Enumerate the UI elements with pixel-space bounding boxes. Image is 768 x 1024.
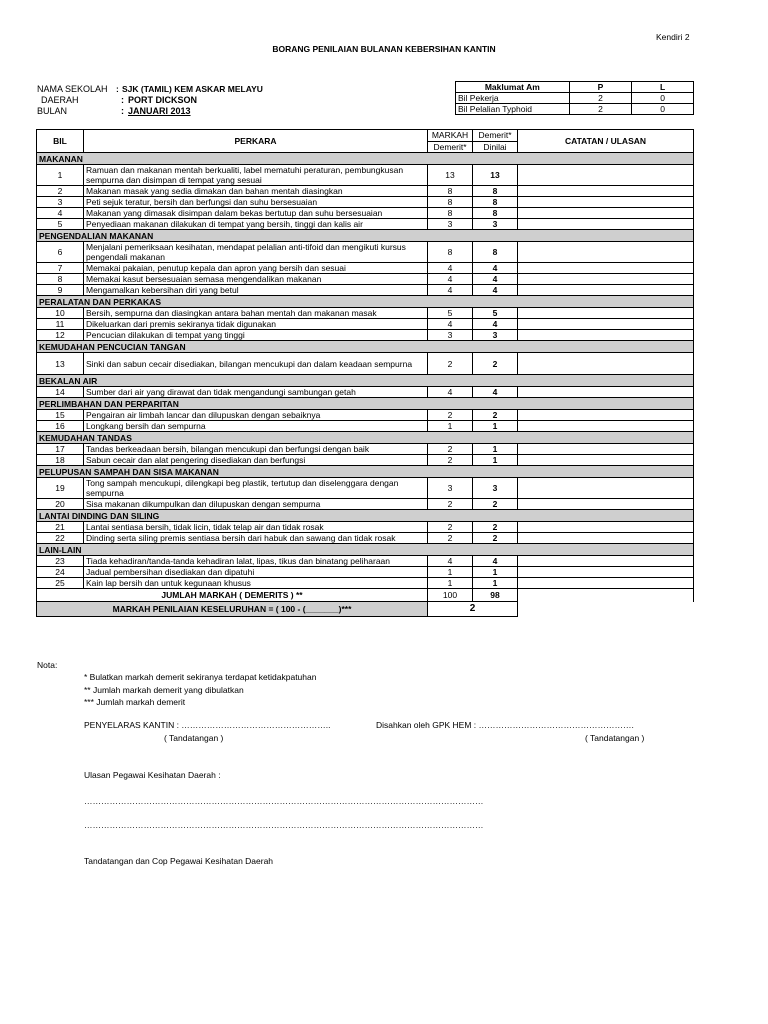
item-number: 18 [37,455,84,466]
section-comment-cell [518,466,694,478]
item-assessed-demerit: 4 [473,556,518,567]
info-typhoid-label: Bil Pelalian Typhoid [456,104,570,115]
header-demerit-top: Demerit* [473,130,518,142]
month-value: JANUARI 2013 [128,106,191,116]
item-number: 11 [37,319,84,330]
overall-empty-cell [518,602,694,617]
section-title: PERALATAN DAN PERKAKAS [37,296,518,308]
item-number: 12 [37,330,84,341]
item-assessed-demerit: 1 [473,444,518,455]
item-comment-cell[interactable] [518,319,694,330]
item-max-demerit: 1 [428,567,473,578]
item-assessed-demerit: 8 [473,208,518,219]
table-row [37,478,694,499]
item-number: 23 [37,556,84,567]
item-max-demerit: 2 [428,444,473,455]
item-comment-cell[interactable] [518,353,694,375]
officer-comment-label: Ulasan Pegawai Kesihatan Daerah : [84,770,221,780]
table-row [37,578,694,589]
table-row [37,208,694,219]
table-row [37,444,694,455]
item-number: 1 [37,165,84,186]
item-assessed-demerit: 8 [473,186,518,197]
item-max-demerit: 2 [428,522,473,533]
item-description: Pengairan air limbah lancar dan dilupuskan dengan sebaiknya [84,410,428,421]
section-comment-cell [518,432,694,444]
header-markah-bottom: Demerit* [428,141,473,153]
item-description: Tong sampah mencukupi, dilengkapi beg plastik, tertutup dan diselenggara dengan sempurna [84,478,428,499]
overall-score-row [37,602,694,617]
table-row [37,263,694,274]
item-assessed-demerit: 2 [473,533,518,544]
section-title: BEKALAN AIR [37,375,518,387]
item-assessed-demerit: 2 [473,522,518,533]
item-max-demerit: 4 [428,274,473,285]
item-max-demerit: 5 [428,308,473,319]
item-number: 16 [37,421,84,432]
item-max-demerit: 2 [428,410,473,421]
section-header-row [37,432,694,444]
district-label: DAERAH [41,95,79,105]
note-item: ** Jumlah markah demerit yang dibulatkan [84,685,244,695]
gpk-signature-line: Disahkan oleh GPK HEM : ………………………………………………. [376,720,634,730]
item-comment-cell[interactable] [518,533,694,544]
item-comment-cell[interactable] [518,285,694,296]
item-max-demerit: 4 [428,319,473,330]
header-catatan: CATATAN / ULASAN [518,130,694,153]
item-comment-cell[interactable] [518,219,694,230]
item-assessed-demerit: 2 [473,499,518,510]
item-comment-cell[interactable] [518,387,694,398]
info-workers-label: Bil Pekerja [456,93,570,104]
item-description: Tandas berkeadaan bersih, bilangan mencukupi dan berfungsi dengan baik [84,444,428,455]
general-info-table [455,81,694,115]
total-row [37,589,694,602]
item-max-demerit: 8 [428,208,473,219]
note-item: *** Jumlah markah demerit [84,697,186,707]
item-max-demerit: 1 [428,578,473,589]
item-comment-cell[interactable] [518,263,694,274]
notes-label: Nota: [37,660,58,670]
section-title: KEMUDAHAN PENCUCIAN TANGAN [37,341,518,353]
table-row [37,353,694,375]
form-title: BORANG PENILAIAN BULANAN KEBERSIHAN KANTIN [272,44,496,54]
item-comment-cell[interactable] [518,330,694,341]
coordinator-signature-line: PENYELARAS KANTIN : …………………………………………….. [84,720,331,730]
header-bil: BIL [37,130,84,153]
item-number: 20 [37,499,84,510]
item-assessed-demerit: 13 [473,165,518,186]
item-comment-cell[interactable] [518,165,694,186]
item-number: 13 [37,353,84,375]
item-description: Lantai sentiasa bersih, tidak licin, tidak telap air dan tidak rosak [84,522,428,533]
table-row [37,219,694,230]
item-assessed-demerit: 4 [473,387,518,398]
header-demerit-bottom: Dinilai [473,141,518,153]
item-description: Mengamalkan kebersihan diri yang betul [84,285,428,296]
item-max-demerit: 3 [428,219,473,230]
item-max-demerit: 2 [428,533,473,544]
item-max-demerit: 8 [428,186,473,197]
item-description: Menjalani pemeriksaan kesihatan, mendapat pelalian anti-tifoid dan mengikuti kursus pengendali makanan [84,242,428,263]
school-value: SJK (TAMIL) KEM ASKAR MELAYU [122,84,263,94]
item-description: Memakai pakaian, penutup kepala dan apron yang bersih dan sesuai [84,263,428,274]
section-comment-cell [518,341,694,353]
item-max-demerit: 4 [428,263,473,274]
item-assessed-demerit: 4 [473,285,518,296]
coordinator-signature-caption: ( Tandatangan ) [164,733,224,743]
school-label: NAMA SEKOLAH [37,84,108,94]
section-comment-cell [518,510,694,522]
item-number: 22 [37,533,84,544]
item-max-demerit: 8 [428,242,473,263]
colon-3: : [121,106,124,116]
item-description: Ramuan dan makanan mentah berkualiti, label mematuhi peraturan, pembungkusan sempurna dan disimpan di tempat yang sesuai [84,165,428,186]
table-row [37,285,694,296]
info-header-general: Maklumat Am [456,82,570,93]
header-markah-top: MARKAH [428,130,473,142]
table-row [37,533,694,544]
table-row [37,410,694,421]
colon-2: : [121,95,124,105]
item-assessed-demerit: 1 [473,455,518,466]
item-number: 10 [37,308,84,319]
item-comment-cell[interactable] [518,578,694,589]
item-description: Makanan yang dimasak disimpan dalam bekas bertutup dan suhu bersesuaian [84,208,428,219]
overall-score-value: 2 [428,602,518,617]
item-description: Dikeluarkan dari premis sekiranya tidak digunakan [84,319,428,330]
item-max-demerit: 4 [428,285,473,296]
section-comment-cell [518,230,694,242]
item-assessed-demerit: 3 [473,219,518,230]
item-description: Sinki dan sabun cecair disediakan, bilangan mencukupi dan dalam keadaan sempurna [84,353,428,375]
month-label: BULAN [37,106,68,116]
table-row [37,499,694,510]
item-description: Kain lap bersih dan untuk kegunaan khusus [84,578,428,589]
item-max-demerit: 3 [428,330,473,341]
officer-stamp-label: Tandatangan dan Cop Pegawai Kesihatan Daerah [84,856,274,866]
section-header-row [37,341,694,353]
section-header-row [37,375,694,387]
colon-1: : [116,84,119,94]
item-number: 6 [37,242,84,263]
officer-comment-line: …………………………………………………………………………………………………………………………… [84,820,484,830]
item-comment-cell[interactable] [518,208,694,219]
item-number: 5 [37,219,84,230]
item-comment-cell[interactable] [518,444,694,455]
item-number: 17 [37,444,84,455]
item-comment-cell[interactable] [518,421,694,432]
item-assessed-demerit: 1 [473,567,518,578]
table-row [37,186,694,197]
table-row [37,567,694,578]
section-comment-cell [518,153,694,165]
total-label: JUMLAH MARKAH ( DEMERITS ) ** [37,589,428,602]
table-row [37,556,694,567]
section-title: PERLIMBAHAN DAN PERPARITAN [37,398,518,410]
section-title: KEMUDAHAN TANDAS [37,432,518,444]
item-description: Sisa makanan dikumpulkan dan dilupuskan dengan sempurna [84,499,428,510]
item-max-demerit: 2 [428,455,473,466]
item-description: Penyediaan makanan dilakukan di tempat yang bersih, tinggi dan kalis air [84,219,428,230]
item-max-demerit: 13 [428,165,473,186]
header-perkara: PERKARA [84,130,428,153]
total-comment-cell [518,589,694,602]
item-number: 2 [37,186,84,197]
item-assessed-demerit: 3 [473,330,518,341]
item-comment-cell[interactable] [518,410,694,421]
section-title: LAIN-LAIN [37,544,518,556]
section-comment-cell [518,296,694,308]
section-comment-cell [518,398,694,410]
section-title: MAKANAN [37,153,518,165]
item-number: 15 [37,410,84,421]
item-assessed-demerit: 8 [473,242,518,263]
info-workers-p: 2 [569,93,632,104]
item-number: 8 [37,274,84,285]
table-row [37,308,694,319]
item-number: 21 [37,522,84,533]
item-comment-cell[interactable] [518,242,694,263]
section-header-row [37,466,694,478]
item-assessed-demerit: 4 [473,319,518,330]
item-number: 4 [37,208,84,219]
table-row [37,274,694,285]
section-header-row [37,296,694,308]
item-comment-cell[interactable] [518,567,694,578]
item-description: Sabun cecair dan alat pengering disediakan dan berfungsi [84,455,428,466]
item-assessed-demerit: 2 [473,353,518,375]
table-row [37,421,694,432]
info-workers-l: 0 [632,93,694,104]
item-max-demerit: 8 [428,197,473,208]
item-description: Makanan masak yang sedia dimakan dan bahan mentah diasingkan [84,186,428,197]
item-max-demerit: 2 [428,353,473,375]
section-title: PELUPUSAN SAMPAH DAN SISA MAKANAN [37,466,518,478]
item-comment-cell[interactable] [518,186,694,197]
item-description: Peti sejuk teratur, bersih dan berfungsi dan suhu bersesuaian [84,197,428,208]
note-item: * Bulatkan markah demerit sekiranya terdapat ketidakpatuhan [84,672,317,682]
table-row [37,165,694,186]
section-header-row [37,510,694,522]
item-max-demerit: 1 [428,421,473,432]
item-number: 14 [37,387,84,398]
section-title: PENGENDALIAN MAKANAN [37,230,518,242]
item-assessed-demerit: 1 [473,578,518,589]
item-assessed-demerit: 3 [473,478,518,499]
table-row [37,319,694,330]
item-comment-cell[interactable] [518,478,694,499]
overall-score-label: MARKAH PENILAIAN KESELURUHAN = ( 100 - (_______)*** [37,602,428,617]
item-comment-cell[interactable] [518,556,694,567]
item-max-demerit: 2 [428,499,473,510]
item-number: 24 [37,567,84,578]
assessment-table [36,129,694,617]
item-number: 3 [37,197,84,208]
total-max-demerit: 100 [428,589,473,602]
item-assessed-demerit: 4 [473,274,518,285]
section-header-row [37,153,694,165]
item-max-demerit: 3 [428,478,473,499]
item-assessed-demerit: 8 [473,197,518,208]
item-assessed-demerit: 4 [473,263,518,274]
item-comment-cell[interactable] [518,274,694,285]
item-description: Memakai kasut bersesuaian semasa mengendalikan makanan [84,274,428,285]
item-description: Bersih, sempurna dan diasingkan antara bahan mentah dan makanan masak [84,308,428,319]
gpk-signature-caption: ( Tandatangan ) [585,733,645,743]
item-comment-cell[interactable] [518,308,694,319]
item-number: 9 [37,285,84,296]
info-header-p: P [569,82,632,93]
item-assessed-demerit: 1 [473,421,518,432]
table-row [37,330,694,341]
section-comment-cell [518,544,694,556]
district-value: PORT DICKSON [128,95,198,105]
item-assessed-demerit: 5 [473,308,518,319]
info-typhoid-p: 2 [569,104,632,115]
table-row [37,522,694,533]
item-comment-cell[interactable] [518,455,694,466]
table-row [37,242,694,263]
section-header-row [37,544,694,556]
item-number: 7 [37,263,84,274]
item-description: Pencucian dilakukan di tempat yang tinggi [84,330,428,341]
item-description: Longkang bersih dan sempurna [84,421,428,432]
table-row [37,387,694,398]
item-max-demerit: 4 [428,387,473,398]
item-description: Jadual pembersihan disediakan dan dipatuhi [84,567,428,578]
section-header-row [37,398,694,410]
table-row [37,197,694,208]
item-description: Tiada kehadiran/tanda-tanda kehadiran lalat, lipas, tikus dan binatang peliharaan [84,556,428,567]
total-assessed-demerit: 98 [473,589,518,602]
form-code: Kendiri 2 [656,32,690,42]
info-typhoid-l: 0 [632,104,694,115]
item-description: Sumber dari air yang dirawat dan tidak mengandungi sambungan getah [84,387,428,398]
item-number: 25 [37,578,84,589]
section-title: LANTAI DINDING DAN SILING [37,510,518,522]
officer-comment-line: …………………………………………………………………………………………………………………………… [84,796,484,806]
section-header-row [37,230,694,242]
item-max-demerit: 4 [428,556,473,567]
item-comment-cell[interactable] [518,499,694,510]
item-comment-cell[interactable] [518,197,694,208]
table-row [37,455,694,466]
item-description: Dinding serta siling premis sentiasa bersih dari habuk dan sawang dan tidak rosak [84,533,428,544]
item-number: 19 [37,478,84,499]
item-comment-cell[interactable] [518,522,694,533]
section-comment-cell [518,375,694,387]
item-assessed-demerit: 2 [473,410,518,421]
info-header-l: L [632,82,694,93]
